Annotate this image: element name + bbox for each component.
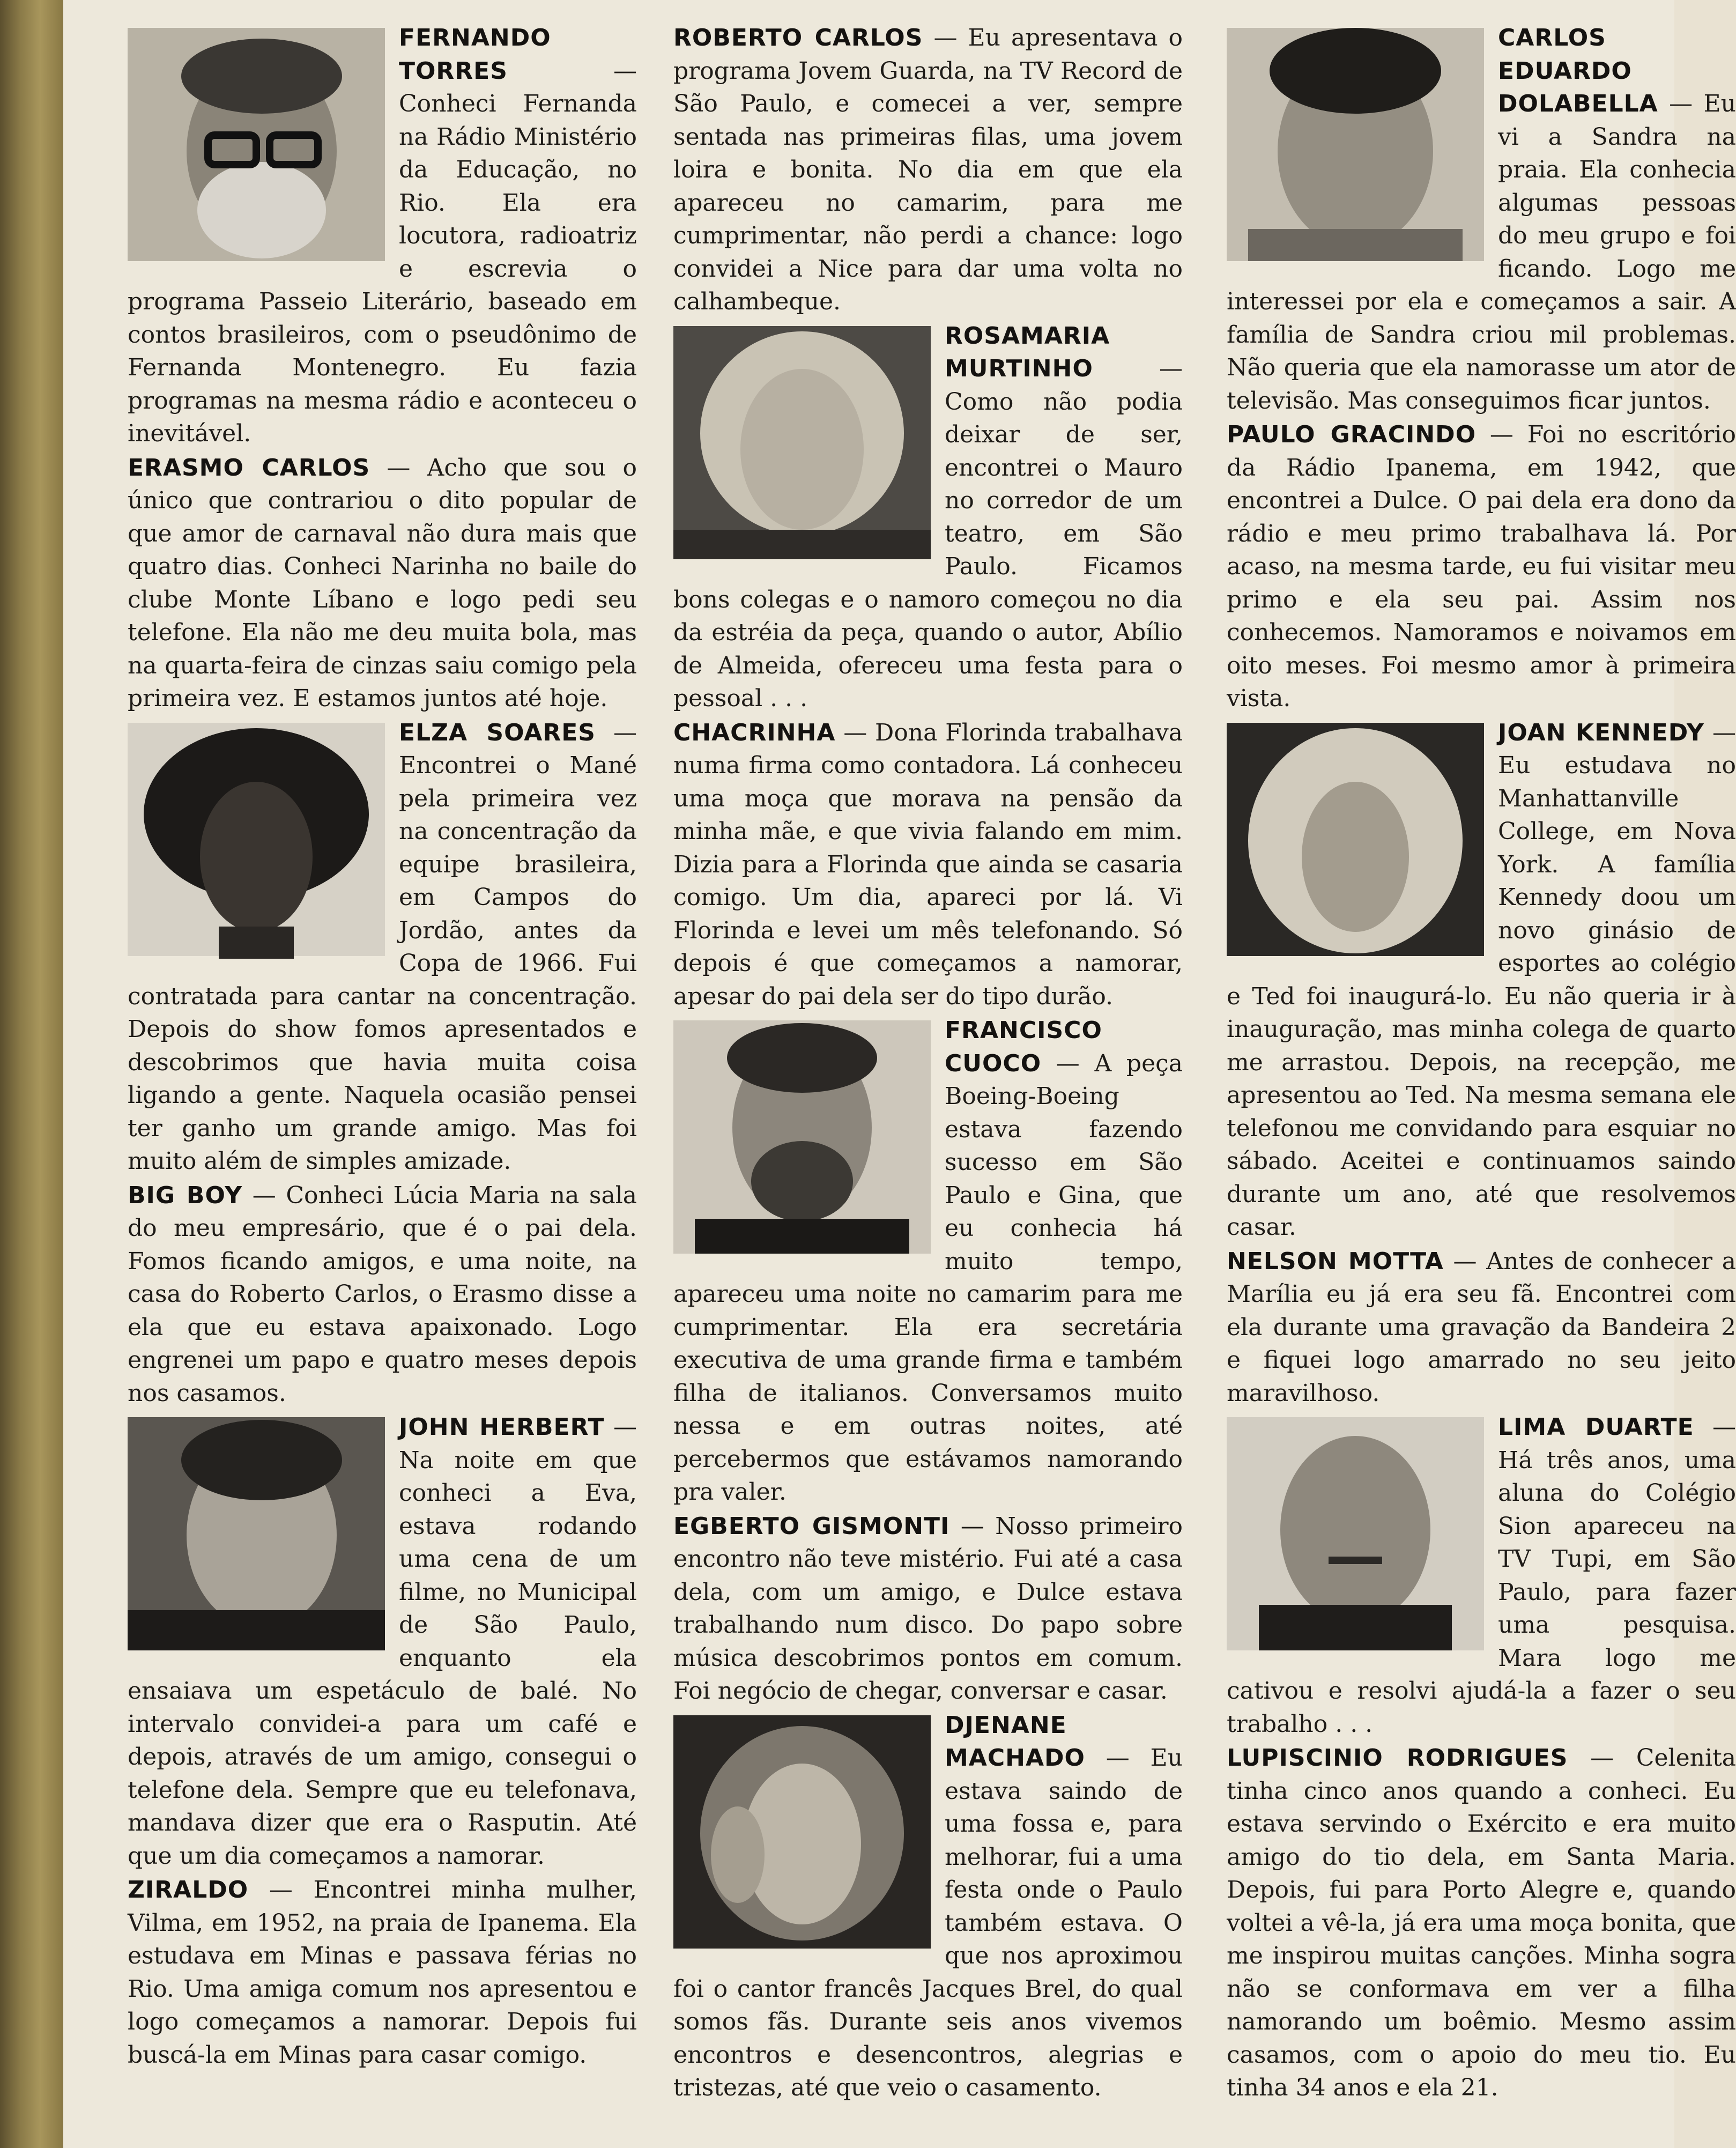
entry-paulo-gracindo	[1227, 418, 1736, 715]
column-middle	[673, 21, 1183, 2106]
entry-text: — Eu vi a Sandra na praia. Ela conhecia algumas pessoas do meu grupo e foi ficando. Logo me interessei por ela e começamos a sair. A família de Sandra criou mil problemas. Não queria que ela namorasse um ator de televisão. Mas conseguimos ficar juntos.	[1227, 90, 1736, 414]
entry-text: — Antes de conhecer a Marília eu já era seu fã. Encontrei com ela durante uma gravação da Bandeira 2 e fiquei logo amarrado no seu jeito maravilhoso.	[1227, 1247, 1736, 1407]
entry-ziraldo	[128, 1873, 637, 2071]
entry-lupiscinio-rodrigues	[1227, 1742, 1736, 2105]
entry-text: — Conheci Lúcia Maria na sala do meu empresário, que é o pai dela. Fomos ficando amigos, e uma noite, na casa do Roberto Carlos, o Erasmo disse a ela que eu estava apaixonado. Logo engrenei um papo e quatro meses depois nos casamos.	[128, 1181, 637, 1407]
photo-rosamaria-murtinho	[673, 326, 931, 559]
entry-name: BIG BOY	[128, 1181, 243, 1209]
entry-text: — Celenita tinha cinco anos quando a conheci. Eu estava servindo o Exército e era muito amigo do tio dela, em Santa Maria. Depois, fui para Porto Alegre e, quando voltei a vê-la, já era uma moça bonita, que me inspirou muitas canções. Minha sogra não se conformava em ver a filha namorando um boêmio. Mesmo assim casamos, com o apoio do meu tio. Eu tinha 34 anos e ela 21.	[1227, 1744, 1736, 2101]
entry-name: ELZA SOARES	[399, 719, 596, 746]
photo-djenane-machado	[673, 1715, 931, 1949]
photo-lima-duarte	[1227, 1417, 1484, 1650]
entry-text: — Dona Florinda trabalhava numa firma como contadora. Lá conheceu uma moça que morava na pensão da minha mãe, e que vivia falando em mim. Dizia para a Florinda que ainda se casaria comigo. Um dia, apareci por lá. Vi Florinda e levei um mês telefonando. Só depois é que começamos a namorar, apesar do pai dela ser do tipo durão.	[673, 719, 1183, 1010]
photo-fernando-torres	[128, 28, 385, 261]
entry-text: — Eu estava saindo de uma fossa e, para melhorar, fui a uma festa onde o Paulo também estava. O que nos aproximou foi o cantor francês Jacques Brel, do qual somos fãs. Durante seis anos vivemos encontros e desencontros, alegrias e tristezas, até que veio o casamento.	[673, 1744, 1183, 2101]
entry-text: — Eu estudava no Manhattanville College, em Nova York. A família Kennedy doou um novo ginásio de esportes ao colégio e Ted foi inaugurá-lo. Eu não queria ir à inauguração, mas minha colega de quarto me arrastou. Depois, na recepção, me apresentou ao Ted. Na mesma semana ele telefonou me convidando para esquiar no sábado. Aceitei e continuamos saindo durante um ano, até que resolvemos casar.	[1227, 719, 1736, 1241]
entry-name: NELSON MOTTA	[1227, 1247, 1444, 1275]
entry-fernando-torres	[128, 21, 637, 450]
entry-rosamaria-murtinho	[673, 320, 1183, 715]
entry-text: — Encontrei minha mulher, Vilma, em 1952, na praia de Ipanema. Ela estudava em Minas e passava férias no Rio. Uma amiga comum nos apresentou e logo começamos a namorar. Depois fui buscá-la em Minas para casar comigo.	[128, 1876, 637, 2069]
entry-text: — Conheci Fernanda na Rádio Ministério da Educação, no Rio. Ela era locutora, radioatriz e escrevia o programa Passeio Literário, baseado em contos brasileiros, com o pseudônimo de Fernanda Montenegro. Eu fazia programas na mesma rádio e aconteceu o inevitável.	[128, 57, 637, 447]
entry-name: ROSAMARIA MURTINHO	[945, 322, 1110, 382]
entry-djenane-machado	[673, 1709, 1183, 2105]
entry-erasmo-carlos	[128, 451, 637, 715]
entry-text: — Nosso primeiro encontro não teve mistério. Fui até a casa dela, com um amigo, e Dulce estava trabalhando num disco. Do papo sobre música descobrimos pontos em comum. Foi negócio de chegar, conversar e casar.	[673, 1512, 1183, 1705]
entry-text: — Como não podia deixar de ser, encontrei o Mauro no corredor de um teatro, em São Paulo. Ficamos bons colegas e o namoro começou no dia da estréia da peça, quando o autor, Abílio de Almeida, ofereceu uma festa para o pessoal . . .	[673, 355, 1183, 712]
column-left	[128, 21, 637, 2072]
entry-name: LUPISCINIO RODRIGUES	[1227, 1744, 1568, 1772]
entry-name: PAULO GRACINDO	[1227, 421, 1477, 448]
entry-lima-duarte	[1227, 1411, 1736, 1740]
entry-chacrinha	[673, 716, 1183, 1013]
entry-text: — Eu apresentava o programa Jovem Guarda, na TV Record de São Paulo, e comecei a ver, sempre sentada nas primeiras filas, uma jovem loira e bonita. No dia em que ela apareceu no camarim, para me cumprimentar, não perdi a chance: logo convidei a Nice para dar uma volta no calhambeque.	[673, 24, 1183, 315]
photo-john-herbert	[128, 1417, 385, 1650]
entry-elza-soares	[128, 716, 637, 1178]
magazine-page	[63, 0, 1736, 2148]
photo-carlos-eduardo-dolabella	[1227, 28, 1484, 261]
entry-big-boy	[128, 1179, 637, 1410]
entry-name: ROBERTO CARLOS	[673, 24, 923, 51]
entry-carlos-eduardo-dolabella	[1227, 21, 1736, 417]
entry-name: EGBERTO GISMONTI	[673, 1512, 950, 1540]
entry-name: CARLOS EDUARDO DOLABELLA	[1498, 24, 1658, 117]
entry-name: FRANCISCO CUOCO	[945, 1017, 1102, 1077]
entry-name: ERASMO CARLOS	[128, 454, 370, 482]
entry-name: LIMA DUARTE	[1498, 1413, 1694, 1441]
entry-text: — Na noite em que conheci a Eva, estava rodando uma cena de um filme, no Municipal de São Paulo, enquanto ela ensaiava um espetáculo de balé. No intervalo convidei-a para um café e depois, através de um amigo, consegui o telefone dela. Sempre que eu telefonava, mandava dizer que era o Rasputin. Até que um dia começamos a namorar.	[128, 1413, 637, 1870]
entry-text: — Acho que sou o único que contrariou o dito popular de que amor de carnaval não dura mais que quatro dias. Conheci Narinha no baile do clube Monte Líbano e logo pedi seu telefone. Ela não me deu muita bola, mas na quarta-feira de cinzas saiu comigo pela primeira vez. E estamos juntos até hoje.	[128, 454, 637, 712]
entry-name: CHACRINHA	[673, 719, 836, 746]
entry-name: DJENANE MACHADO	[945, 1711, 1085, 1772]
photo-elza-soares	[128, 723, 385, 956]
entry-nelson-motta	[1227, 1245, 1736, 1410]
photo-francisco-cuoco	[673, 1020, 931, 1254]
entry-text: — Encontrei o Mané pela primeira vez na concentração da equipe brasileira, em Campos do Jordão, antes da Copa de 1966. Fui contratada para cantar na concentração. Depois do show fomos apresentados e descobrimos que havia muita coisa ligando a gente. Naquela ocasião pensei ter ganho um grande amigo. Mas foi muito além de simples amizade.	[128, 719, 637, 1175]
entry-john-herbert	[128, 1411, 637, 1872]
entry-text: — Foi no escritório da Rádio Ipanema, em 1942, que encontrei a Dulce. O pai dela era dono da rádio e meu primo trabalhava lá. Por acaso, na mesma tarde, eu fui visitar meu primo e ela seu pai. Assim nos conhecemos. Namoramos e noivamos em oito meses. Foi mesmo amor à primeira vista.	[1227, 421, 1736, 712]
photo-joan-kennedy	[1227, 723, 1484, 956]
entry-name: JOAN KENNEDY	[1498, 719, 1704, 746]
entry-text: — Há três anos, uma aluna do Colégio Sion apareceu na TV Tupi, em São Paulo, para fazer uma pesquisa. Mara logo me cativou e resolvi ajudá-la a fazer o seu trabalho . . .	[1227, 1413, 1736, 1738]
entry-name: JOHN HERBERT	[399, 1413, 605, 1441]
entry-egberto-gismonti	[673, 1510, 1183, 1708]
entry-name: FERNANDO TORRES	[399, 24, 551, 85]
entry-francisco-cuoco	[673, 1014, 1183, 1509]
column-right	[1227, 21, 1736, 2106]
entry-roberto-carlos	[673, 21, 1183, 319]
entry-name: ZIRALDO	[128, 1876, 249, 1903]
entry-joan-kennedy	[1227, 716, 1736, 1244]
entry-text: — A peça Boeing-Boeing estava fazendo sucesso em São Paulo e Gina, que eu conhecia há muito tempo, apareceu uma noite no camarim para me cumprimentar. Ela era secretária executiva de uma grande firma e também filha de italianos. Conversamos muito nessa e em outras noites, até percebermos que estávamos namorando pra valer.	[673, 1049, 1183, 1506]
